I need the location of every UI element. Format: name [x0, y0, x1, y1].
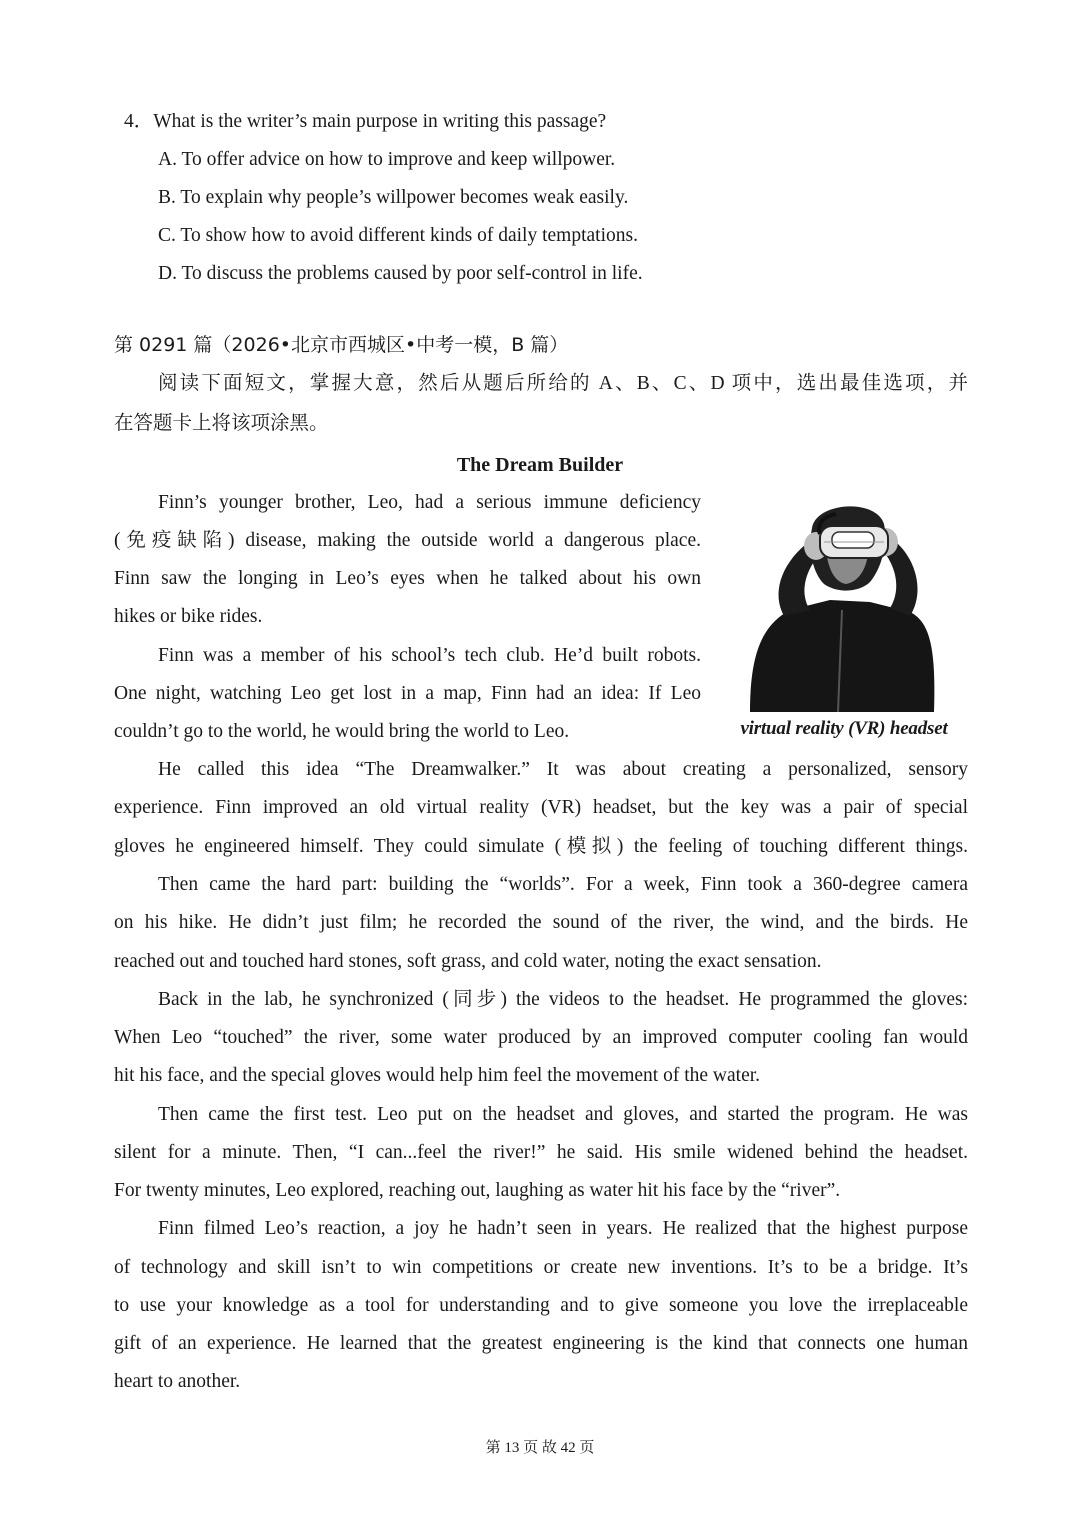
section-heading-text: 第 0291 篇（2026•北京市西城区•中考一模，B 篇）	[114, 334, 569, 356]
passage-line: Then came the first test. Leo put on the headset and gloves, and started the program. He was	[158, 1104, 968, 1125]
passage-line: Finn was a member of his school’s tech club. He’d built robots.	[158, 645, 701, 666]
option-a: A. To offer advice on how to improve and keep willpower.	[158, 149, 616, 170]
passage-line: silent for a minute. Then, “I can...feel the river!” he said. His smile widened behind the headset.	[114, 1142, 968, 1163]
passage-line: to use your knowledge as a tool for understanding and to give someone you love the irreplaceable	[114, 1295, 968, 1316]
person-wearing-vr-headset-icon	[720, 498, 968, 718]
passage-line: Finn saw the longing in Leo’s eyes when he talked about his own	[114, 568, 701, 589]
passage-line: (免疫缺陷) disease, making the outside world a dangerous place.	[114, 530, 701, 551]
passage-line: gloves he engineered himself. They could simulate (模拟) the feeling of touching different things.	[114, 836, 968, 857]
passage-line: One night, watching Leo get lost in a map, Finn had an idea: If Leo	[114, 683, 701, 704]
passage-line: hit his face, and the special gloves would help him feel the movement of the water.	[114, 1065, 761, 1086]
instruction-line-1: 阅读下面短文，掌握大意，然后从题后所给的 A、B、C、D 项中，选出最佳选项，并	[158, 373, 968, 394]
figure-caption: virtual reality (VR) headset	[740, 718, 948, 739]
passage-line: For twenty minutes, Leo explored, reaching out, laughing as water hit his face by the “river”.	[114, 1180, 841, 1201]
passage-line: Then came the hard part: building the “worlds”. For a week, Finn took a 360-degree camera	[158, 874, 968, 895]
page-number: 第 13 页 故 42 页	[485, 1440, 595, 1456]
passage-line: of technology and skill isn’t to win competitions or create new inventions. It’s to be a bridge. It’s	[114, 1257, 968, 1278]
passage-line: on his hike. He didn’t just film; he recorded the sound of the river, the wind, and the birds. He	[114, 912, 968, 933]
passage-title: The Dream Builder	[456, 454, 624, 476]
section-heading	[114, 330, 568, 357]
passage-line: He called this idea “The Dreamwalker.” It was about creating a personalized, sensory	[158, 759, 968, 780]
passage-line: couldn’t go to the world, he would bring the world to Leo.	[114, 721, 570, 742]
option-b: B. To explain why people’s willpower becomes weak easily.	[158, 187, 629, 208]
passage-line: heart to another.	[114, 1371, 241, 1392]
passage-line: Finn’s younger brother, Leo, had a serious immune deficiency	[158, 492, 701, 513]
option-c: C. To show how to avoid different kinds of daily temptations.	[158, 225, 638, 246]
instruction-line-2: 在答题卡上将该项涂黑。	[114, 413, 329, 434]
vr-headset-figure	[720, 498, 968, 748]
option-d: D. To discuss the problems caused by poor self-control in life.	[158, 263, 643, 284]
passage-line: experience. Finn improved an old virtual reality (VR) headset, but the key was a pair of special	[114, 797, 968, 818]
question-stem: 4．What is the writer’s main purpose in writing this passage?	[124, 111, 607, 132]
passage-line: gift of an experience. He learned that the greatest engineering is the kind that connects one human	[114, 1333, 968, 1354]
passage-line: Finn filmed Leo’s reaction, a joy he hadn’t seen in years. He realized that the highest purpose	[158, 1218, 968, 1239]
passage-line: reached out and touched hard stones, soft grass, and cold water, noting the exact sensation.	[114, 951, 822, 972]
passage-line: hikes or bike rides.	[114, 606, 263, 627]
passage-line: When Leo “touched” the river, some water produced by an improved computer cooling fan would	[114, 1027, 968, 1048]
passage-line: Back in the lab, he synchronized (同步) the videos to the headset. He programmed the gloves:	[158, 989, 968, 1010]
